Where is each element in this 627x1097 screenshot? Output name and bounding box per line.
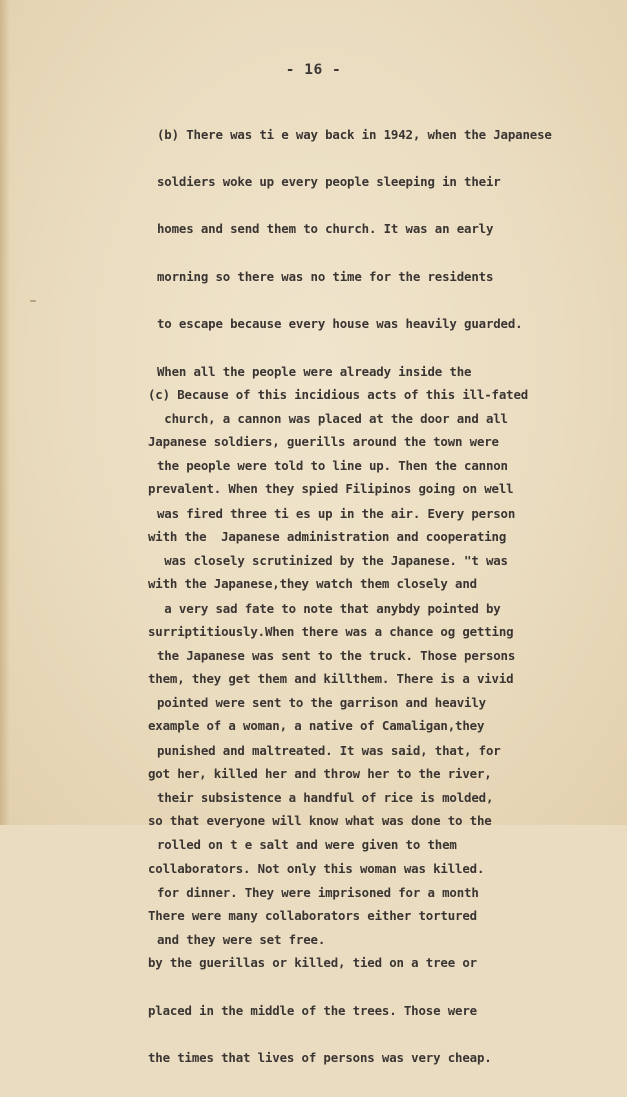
text-line: the Japanese was sent to the truck. Those persons	[157, 647, 516, 663]
paragraph-c	[148, 355, 528, 1097]
text-line: the people were told to line up. Then the cannon	[157, 458, 508, 474]
text-line: so that everyone will know what was done to the	[148, 813, 492, 829]
margin-mark	[30, 300, 36, 302]
text-line: church, a cannon was placed at the door and all	[157, 410, 508, 426]
text-line: punished and maltreated. It was said, that, for	[157, 742, 501, 758]
text-line: was closely scrutinized by the Japanese. "t was	[157, 553, 508, 569]
text-line: with the Japanese,they watch them closely and	[148, 576, 477, 592]
text-line: (b) There was ti e way back in 1942, when the Japanese	[157, 126, 552, 142]
text-line: their subsistence a handful of rice is molded,	[157, 790, 494, 806]
text-line: rolled on t e salt and were given to them	[157, 837, 457, 853]
text-line: When all the people were already inside the	[157, 363, 472, 379]
text-line: was fired three ti es up in the air. Every person	[157, 505, 516, 521]
text-line: example of a woman, a native of Camaligan,they	[148, 718, 485, 734]
text-line: for dinner. They were imprisoned for a month	[157, 884, 479, 900]
text-line: morning so there was no time for the residents	[157, 268, 494, 284]
text-line: pointed were sent to the garrison and heavily	[157, 695, 486, 711]
page-edge-shadow	[0, 0, 10, 825]
text-line: There were many collaborators either tortured	[148, 907, 477, 923]
text-line: placed in the middle of the trees. Those were	[148, 1002, 477, 1018]
text-line: soldiers woke up every people sleeping in their	[157, 173, 501, 189]
page-number: - 16 -	[285, 62, 342, 78]
text-line: the times that lives of persons was very cheap.	[148, 1050, 492, 1066]
text-line: prevalent. When they spied Filipinos going on well	[148, 481, 514, 497]
text-line: collaborators. Not only this woman was killed.	[148, 860, 485, 876]
text-line: a very sad fate to note that anybdy pointed by	[157, 600, 501, 616]
text-line: got her, killed her and throw her to the river,	[148, 765, 492, 781]
text-line: Japanese soldiers, guerills around the town were	[148, 433, 499, 449]
text-line: by the guerillas or killed, tied on a tree or	[148, 955, 477, 971]
text-line: them, they get them and killthem. There is a vivid	[148, 670, 514, 686]
text-line: and they were set free.	[157, 932, 326, 948]
text-line: homes and send them to church. It was an early	[157, 221, 494, 237]
text-line: (c) Because of this incidious acts of this ill-fated	[148, 386, 529, 402]
text-line: with the Japanese administration and cooperating	[148, 528, 507, 544]
text-line: to escape because every house was heavily guarded.	[157, 316, 523, 332]
text-line: surriptitiously.When there was a chance og getting	[148, 623, 514, 639]
